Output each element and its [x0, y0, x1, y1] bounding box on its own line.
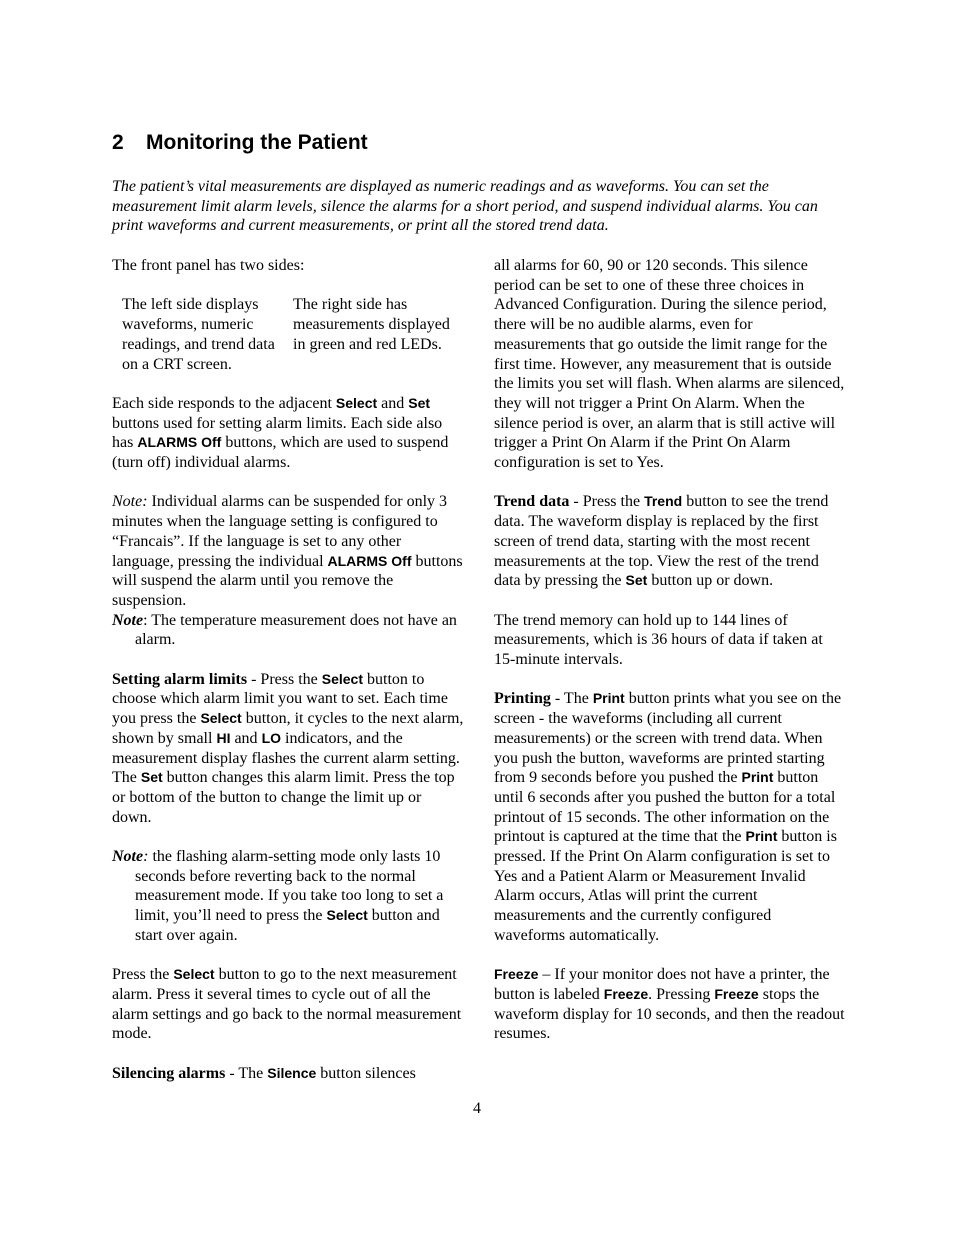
printing-title: Printing: [494, 690, 551, 708]
trend-data-paragraph: Trend data - Press the Trend button to see the trend data. The waveform display is replaced by the first screen of trend data, starting with the most recent measurements at the top. View the rest of the trend data by pressing the Set button up or down.: [494, 493, 829, 590]
buttons-paragraph: Each side responds to the adjacent Select and Set buttons used for setting alarm limits. Each side also has ALARMS Off buttons, which are used to suspend (turn off) individual alarms.: [112, 394, 449, 471]
trend-data-title: Trend data: [494, 493, 570, 511]
front-panel-paragraph: The front panel has two sides:: [112, 257, 305, 274]
note-label: Note:: [112, 493, 148, 511]
note-label: Note: [112, 848, 144, 866]
freeze-title: Freeze: [494, 966, 539, 983]
section-heading: [112, 131, 368, 155]
section-title: Monitoring the Patient: [146, 131, 368, 154]
silencing-alarms-title: Silencing alarms: [112, 1064, 226, 1082]
intro-paragraph: The patient’s vital measurements are displayed as numeric readings and as waveforms. You can set the measurement limit alarm levels, silence the alarms for a short period, and suspend individual alarms. You can print waveforms and current measurements, or print all the stored trend data.: [112, 178, 818, 235]
note-label: Note: [112, 611, 144, 629]
right-column: [494, 256, 846, 1064]
set-button-term: Set: [408, 394, 431, 411]
printing-paragraph: Printing - The Print button prints what you see on the screen - the waveforms (including all current measurements) or the screen with trend data. When you push the button, waveforms are printed starting from 9 seconds before you pushed the Print button until 6 seconds after you pushed the button for a total printout of 15 seconds. The other information on the printout is captured at the time that the Print button is pressed. If the Print On Alarm configuration is set to Yes and a Patient Alarm or Measurement Invalid Alarm occurs, Atlas will print the current measurements and the currently configured waveforms automatically.: [494, 690, 842, 944]
trend-memory-paragraph: The trend memory can hold up to 144 lines of measurements, which is 36 hours of data if taken at 15-minute intervals.: [494, 611, 823, 669]
note-temperature-paragraph: Note: The temperature measurement does not have an alarm.: [112, 611, 457, 649]
right-side-cell: The right side has measurements displayed in green and red LEDs.: [293, 296, 450, 353]
section-number: 2: [112, 131, 124, 154]
press-select-paragraph: Press the Select button to go to the next measurement alarm. Press it several times to cycle out of all the alarm settings and go back to the normal measurement mode.: [112, 966, 462, 1043]
note-flashing-paragraph: Note: the flashing alarm-setting mode only lasts 10 seconds before reverting back to the normal measurement mode. If you take too long to set a limit, you’ll need to press the Select button and start over again.: [112, 848, 444, 944]
left-side-cell: The left side displays waveforms, numeric readings, and trend data on a CRT screen.: [122, 296, 275, 373]
page-number: 4: [473, 1100, 481, 1117]
setting-alarm-limits-paragraph: Setting alarm limits - Press the Select button to choose which alarm limit you want to set. Each time you press the Select button, it cycles to the next alarm, shown by small HI and LO indicators, and the measurement display flashes the current alarm setting. The Set button changes this alarm limit. Press the top or bottom of the button to change the limit up or down.: [112, 670, 464, 826]
freeze-paragraph: Freeze – If your monitor does not have a printer, the button is labeled Freeze. Pressing Freeze stops the waveform display for 10 seconds, and then the readout resumes.: [494, 966, 845, 1043]
setting-alarm-limits-title: Setting alarm limits: [112, 670, 248, 688]
note-suspend-paragraph: Note: Individual alarms can be suspended for only 3 minutes when the language setting is configured to “Francais”. If the language is set to any other language, pressing the individual ALARMS Off buttons will suspend the alarm until you remove the suspension.: [112, 493, 463, 609]
sides-table: [122, 295, 464, 374]
silencing-continued-paragraph: all alarms for 60, 90 or 120 seconds. This silence period can be set to one of these three choices in Advanced Configuration. During the silence period, there will be no audible alarms, even for measurements that go outside the limit range for the first time. However, any measurement that is outside the limits you set will flash. When alarms are silenced, they will not trigger a Print On Alarm. When the silence period is over, an alarm that is still active will trigger a Print On Alarm if the Print On Alarm configuration is set to Yes.: [494, 257, 845, 472]
select-button-term: Select: [335, 394, 378, 411]
alarms-off-term: ALARMS Off: [327, 552, 412, 569]
left-column: [112, 256, 464, 1103]
alarms-off-term: ALARMS Off: [137, 434, 222, 451]
silencing-alarms-paragraph: Silencing alarms - The Silence button silences: [112, 1064, 416, 1082]
